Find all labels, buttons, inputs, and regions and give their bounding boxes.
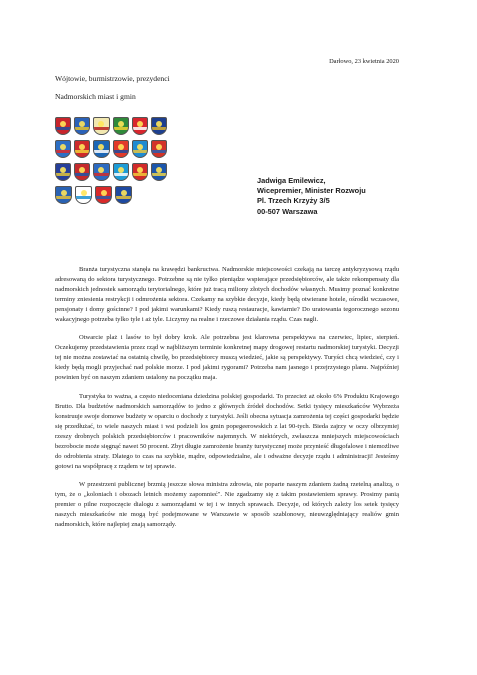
crest-icon bbox=[74, 140, 90, 158]
crest-icon bbox=[93, 140, 109, 158]
addressee-title: Wicepremier, Minister Rozwoju bbox=[257, 186, 366, 196]
crest-icon bbox=[55, 163, 71, 181]
crest-icon bbox=[74, 117, 90, 135]
crest-icon bbox=[132, 140, 148, 158]
paragraph: Turystyka to ważna, a często niedoceniana dziedzina polskiej gospodarki. To przecież aż około 6% Produktu Krajowego Brutto. Dla budżetów nadmorskich samorządów to jedno z głównych źródeł dochodów. Setki tysięcy mieszkańców Wybrzeża konstruuje swoje domowe budżety w oparciu o dochody z turystyki. Jeśli obecna sytuacja zamrożenia tej części gospodarki będzie się przedłużać, to wiele naszych miast i wsi podzieli los gmin popegeerowskich z lat 90-tych. Bieda zajrzy w oczy olbrzymiej rzeszy drobnych polskich przedsiębiorców i pracowników najemnych. W niektórych, zwłaszcza mniejszych miejscowościach bezrobocie może sięgnąć nawet 50 procent. Zbyt długie zamrożenie branży turystycznej może przynieść długofalowe i niemożliwe do odrobienia straty. Dlatego to czas na szybkie, mądre, odpowiedzialne, ale i odważne decyzje rządu i administracji! Jesteśmy gotowi na współpracę z rządem w tej sprawie. bbox=[55, 392, 399, 470]
paragraph: Branża turystyczna stanęła na krawędzi bankructwa. Nadmorskie miejscowości czekają na tarczę antykryzysową rządu adresowaną do sektora turystycznego. Potrzebne są nie tylko pieniądze wspierające przedsiębiorców, ale także rekompensaty dla nadmorskich jednostek samorządu terytorialnego, które już tracą miliony złotych dochodów własnych. Musimy poznać konkretne terminy zniesienia restrykcji i odmrożenia sektora. Czekamy na szybkie decyzje, kiedy będą otwierane hotele, ośrodki wczasowe, pensjonaty i domy gościnne? I pod jakimi warunkami? Kiedy ruszą restauracje, kawiarnie? Do uratowania tegorocznego sezonu wakacyjnego potrzeba tylko tyle i aż tyle. Liczymy na realne i rzeczowe działania rządu. Czas nagli. bbox=[55, 266, 399, 324]
crest-icon bbox=[93, 163, 109, 181]
letter-date: Darłowo, 23 kwietnia 2020 bbox=[329, 58, 399, 65]
crest-icon bbox=[115, 186, 132, 204]
crest-row bbox=[55, 163, 167, 181]
crest-icon bbox=[132, 163, 148, 181]
paragraph: Otwarcie plaż i lasów to był dobry krok. Ale potrzebna jest klarowna perspektywa na czerwiec, lipiec, sierpień. Oczekujemy przedstawienia przez rząd w najbliższym terminie konkretnej mapy drogowej restartu nadmorskiej turystyki. Decyzji tej nie można zostawiać na ostatnią chwilę, bo przedsiębiorcy muszą wiedzieć, jakie są perspektywy. Turyści chcą wiedzieć, czy i kiedy będą mogli przyjechać nad polskie morze. I pod jakimi rygorami? Potrzeba nam jasnego i przejrzystego planu. Najpóźniej powinien być on naszym zdaniem ustalony na początku maja. bbox=[55, 334, 399, 382]
addressee-name: Jadwiga Emilewicz, bbox=[257, 176, 326, 185]
crest-icon bbox=[151, 140, 167, 158]
crest-icon bbox=[113, 117, 129, 135]
crest-icon bbox=[95, 186, 112, 204]
crest-icon bbox=[151, 163, 167, 181]
addressee-block bbox=[257, 176, 366, 217]
sender-block bbox=[55, 74, 170, 110]
municipal-crests bbox=[55, 117, 167, 209]
crest-row bbox=[55, 140, 167, 158]
crest-icon bbox=[55, 140, 71, 158]
crest-icon bbox=[151, 117, 167, 135]
sender-line-1: Wójtowie, burmistrzowie, prezydenci bbox=[55, 74, 170, 83]
crest-icon bbox=[93, 117, 109, 135]
crest-row bbox=[55, 117, 167, 135]
letter-body bbox=[55, 265, 399, 538]
crest-icon bbox=[132, 117, 148, 135]
sender-line-2: Nadmorskich miast i gmin bbox=[55, 92, 136, 101]
crest-row bbox=[55, 186, 167, 204]
crest-icon bbox=[113, 140, 129, 158]
crest-icon bbox=[113, 163, 129, 181]
crest-icon bbox=[55, 117, 71, 135]
paragraph: W przestrzeni publicznej brzmią jeszcze słowa ministra zdrowia, nie poparte naszym zdaniem żadną rzetelną analizą, o tym, że o „koloniach i obozach letnich możemy zapomnieć". Nie zgadzamy się z takim postawieniem sprawy. Prosimy panią premier o pilne rozpoczęcie dialogu z samorządami w tej i w innych sprawach. Decyzje, od których zależy los setek tysięcy naszych mieszkańców nie mogą być podejmowane w Warszawie w sposób szablonowy, nieuwzględniający realiów gmin nadmorskich, które najlepiej znają samorządy. bbox=[55, 480, 399, 529]
crest-icon bbox=[75, 186, 92, 204]
crest-icon bbox=[74, 163, 90, 181]
addressee-city: 00-507 Warszawa bbox=[257, 206, 318, 216]
crest-icon bbox=[55, 186, 72, 204]
addressee-street: Pl. Trzech Krzyży 3/5 bbox=[257, 196, 330, 206]
